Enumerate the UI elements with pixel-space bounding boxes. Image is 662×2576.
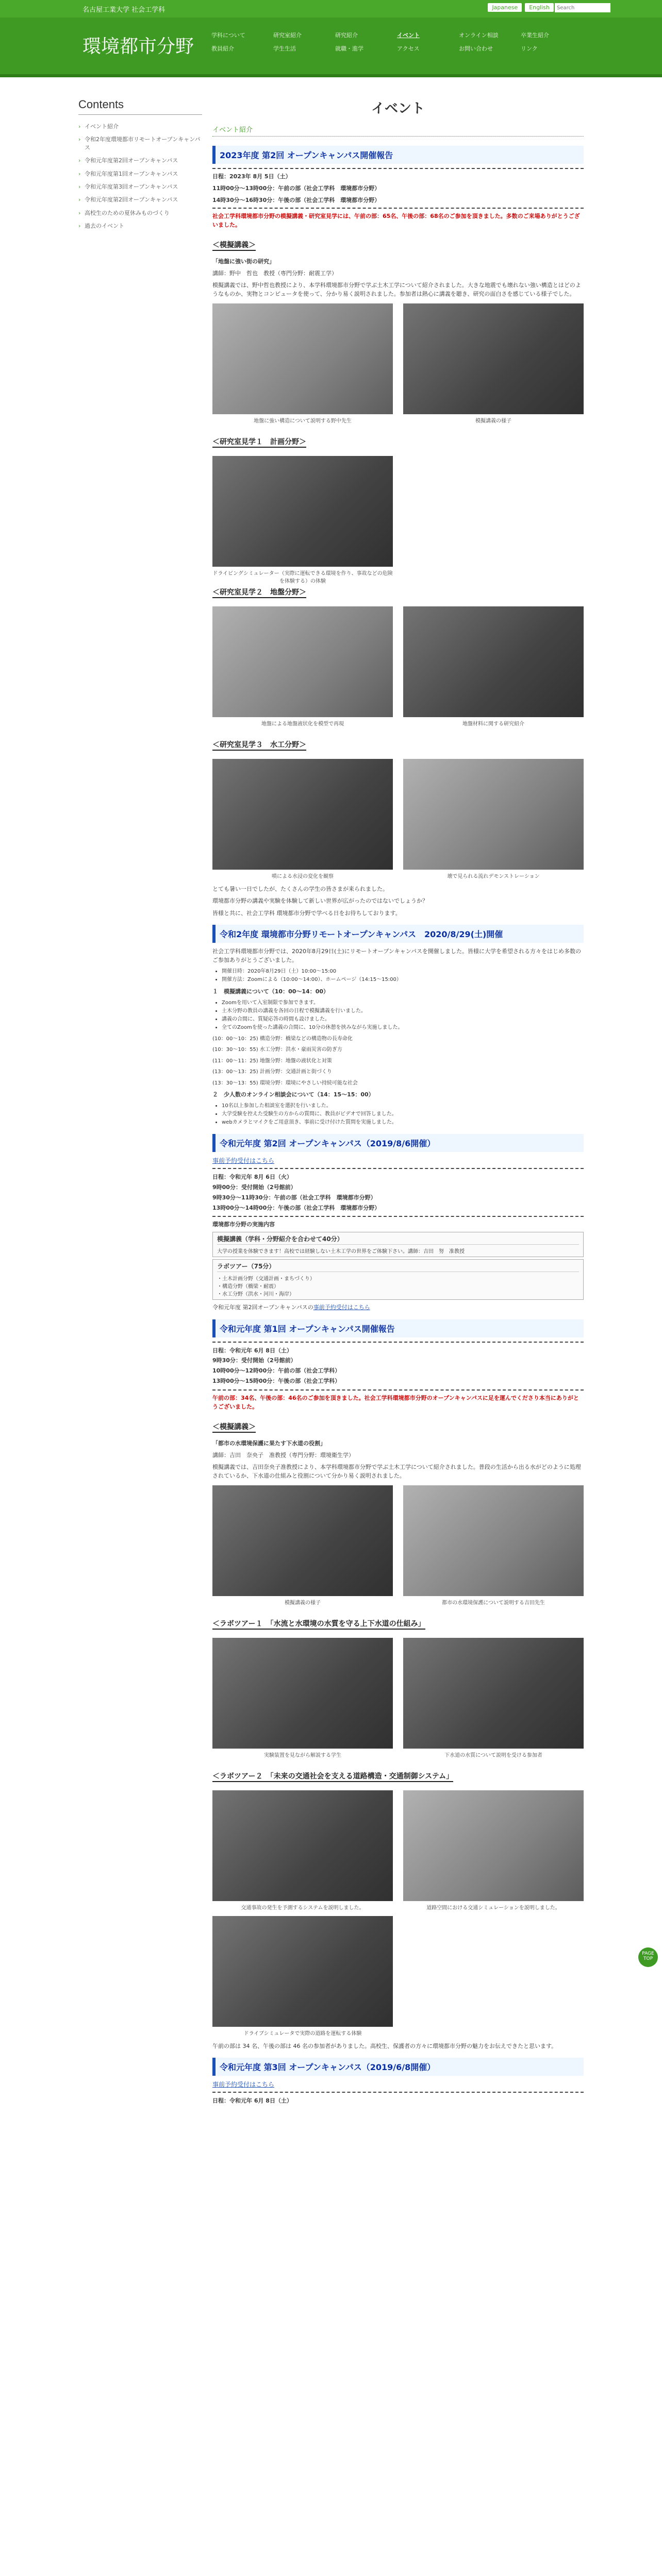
info-item: • Zoomを用いて入室制限で参加できます。 xyxy=(222,999,584,1007)
global-nav xyxy=(211,29,583,56)
sidebar-title: Contents xyxy=(78,98,202,115)
section-heading: ２ 少人数のオンライン相談会について（14：15〜15：00） xyxy=(212,1091,374,1098)
photo-caption: ドライブシミュレータで実際の道路を運転する体験 xyxy=(243,2031,362,2037)
lab-photo xyxy=(212,1638,393,1749)
lab-photo xyxy=(212,1790,393,1901)
photo-caption: 都市の水環境保護について説明する吉田先生 xyxy=(442,1600,545,1606)
program-item: ・土木計画分野（交通計画・まちづくり） xyxy=(217,1276,315,1282)
event-time: 13時00分〜14時00分：午後の部（社会工学科 環境都市分野） xyxy=(212,1204,380,1211)
lecturer: 講師：野中 哲也 教授（専門分野：耐震工学） xyxy=(212,270,337,277)
event-date: 日程：令和元年 6月 8日（土） xyxy=(212,1347,292,1354)
sidebar xyxy=(78,98,202,233)
program-title: 模擬講義（学科・分野紹介を合わせて40分） xyxy=(217,1234,579,1245)
lecture-body: 模擬講義では、野中哲也教授により、本学科環境都市分野で学ぶ土木工学について紹介されました。大きな地震でも壊れない強い構造とはどのようなものか、実物とコンピュータを使って、分かり易く説明されました。参加者は熱心に講義を聴き、研究の面白さを感じている様子でした。 xyxy=(212,282,581,298)
lecturer: 講師：吉田 奈央子 准教授（専門分野：環境衛生学） xyxy=(212,1451,354,1459)
nav-item-event[interactable]: イベント xyxy=(397,32,420,39)
lab-photo xyxy=(212,759,393,870)
event-time: 13時00分〜15時00分：午後の部（社会工学科） xyxy=(212,1377,341,1384)
main-content xyxy=(212,98,584,2106)
section-heading: ＜模擬講義＞ xyxy=(212,1421,256,1433)
program-item: ・水工分野（洪水・河川・海岸） xyxy=(217,1292,294,1298)
photo-row xyxy=(212,1485,584,1606)
schedule-item: (11：00〜11：25) 地盤分野：地盤の液状化と対策 xyxy=(212,1058,332,1064)
divider xyxy=(212,168,584,169)
section-heading: ＜ラボツアー２ 「未来の交通社会を支える道路構造・交通制御システム」 xyxy=(212,1771,453,1782)
photo-row xyxy=(212,759,584,879)
event-time: 9時00分：受付開始（2号館前） xyxy=(212,1184,296,1191)
nav-item[interactable]: 学生生活 xyxy=(273,45,296,52)
photo-caption: 下水道の水質について説明を受ける参加者 xyxy=(444,1753,542,1758)
schedule-item: (13：30〜13：55) 環境分野：環境にやさしい持続可能な社会 xyxy=(212,1080,358,1086)
photo-caption: 模擬講義の様子 xyxy=(285,1600,321,1606)
report-title-r1-2: 令和元年度 第2回 オープンキャンパス（2019/8/6開催） xyxy=(212,1134,584,1152)
photo-caption: 地盤材料に関する研究紹介 xyxy=(462,721,524,727)
schedule-item: (13：00〜13：25) 計画分野：交通計画と街づくり xyxy=(212,1069,332,1075)
nav-item[interactable]: オンライン相談 xyxy=(459,32,499,39)
lab-photo xyxy=(212,456,393,567)
page-title: イベント xyxy=(371,100,425,116)
photo-row xyxy=(212,606,584,727)
sidebar-item[interactable]: › 高校生のための夏休みものづくり xyxy=(78,207,202,219)
info-item: • 10名以上参加した相談室を選択を行いました。 xyxy=(222,1102,584,1110)
photo-row xyxy=(212,456,584,585)
photo-caption: 噴による水浸の変化を観察 xyxy=(272,874,334,880)
divider xyxy=(212,2092,584,2093)
schedule-item: (10：00〜10：25) 構造分野：橋梁などの構造物の長寿命化 xyxy=(212,1036,353,1042)
photo-row xyxy=(212,303,584,424)
report-title-2023: 2023年度 第2回 オープンキャンパス開催報告 xyxy=(212,146,584,164)
lecture-title: 「地盤に強い街の研究」 xyxy=(212,258,275,265)
lab-photo xyxy=(212,1916,393,2027)
photo-caption: 模擬講義の様子 xyxy=(475,418,511,425)
photo-caption: 実験装置を見ながら解説する学生 xyxy=(264,1753,341,1758)
photo-row xyxy=(212,1916,584,2037)
event-time: 9時30分：受付開始（2号館前） xyxy=(212,1357,296,1364)
nav-item[interactable]: 研究室紹介 xyxy=(273,32,302,39)
divider xyxy=(212,1168,584,1169)
schedule-item: (10：30〜10：55) 水工分野：洪水・豪雨災害の防ぎ方 xyxy=(212,1047,342,1053)
sidebar-item[interactable]: › 令和元年度第2回オープンキャンパス xyxy=(78,154,202,167)
info-item: • 大学受験を控えた受験生の方からの質問に、教員がビデオで回答しました。 xyxy=(222,1110,584,1118)
info-item: • 講義の合間に、質疑応答の時間も設けました。 xyxy=(222,1015,584,1024)
section-heading: ＜研究室見学３ 水工分野＞ xyxy=(212,739,306,751)
info-list xyxy=(212,1102,584,1127)
content-heading: 環境都市分野の実施内容 xyxy=(212,1221,275,1228)
program-box xyxy=(212,1232,584,1257)
reservation-link[interactable]: 事前予約受付はこちら xyxy=(313,1304,370,1311)
language-switch xyxy=(488,3,554,12)
nav-item[interactable]: 教員紹介 xyxy=(211,45,234,52)
info-item: • 開催日時：2020年8月29日（土）10:00〜15:00 xyxy=(222,968,584,976)
reservation-link[interactable]: 事前予約受付はこちら xyxy=(212,2081,275,2089)
info-item: • 全てのZoomを使った講義の合間に、10分の休憩を挟みながら実施しました。 xyxy=(222,1024,584,1032)
event-date: 日程：2023年 8月 5日（土） xyxy=(212,173,291,180)
lab-photo xyxy=(403,1638,584,1749)
nav-item[interactable]: 卒業生紹介 xyxy=(521,32,549,39)
outro-text: 皆様と共に、社会工学科 環境都市分野で学べる日をお待ちしております。 xyxy=(212,909,401,917)
info-item: • webカメラとマイクをご用意頂き、事前に受け付けた質問を実施しました。 xyxy=(222,1118,584,1127)
schedule xyxy=(212,1172,584,1213)
section-heading: ＜研究室見学１ 計画分野＞ xyxy=(212,436,306,448)
lecture-photo xyxy=(403,1485,584,1596)
note-text: 令和元年度 第2回オープンキャンパスの xyxy=(212,1304,313,1311)
info-item: • 土木分野の教員の講義を各回の日程で模擬講義を行いました。 xyxy=(222,1007,584,1015)
lecture-photo xyxy=(212,1485,393,1596)
photo-row xyxy=(212,1638,584,1758)
lecture-title: 「都市の水環境保護に果たす下水道の役割」 xyxy=(212,1439,326,1447)
section-heading: １ 模擬講義について（10：00〜14：00） xyxy=(212,988,329,995)
event-time: 9時30分〜11時30分：午前の部（社会工学科 環境都市分野） xyxy=(212,1194,376,1201)
top-bar xyxy=(0,0,662,18)
photo-row xyxy=(212,1790,584,1911)
section-heading: ＜模擬講義＞ xyxy=(212,240,256,251)
photo-caption: 壊で見られる流れデモンストレーション xyxy=(447,874,540,880)
program-body: 大学の授業を体験できます！高校では経験しない土木工学の世界をご体験下さい。講師：吉田 努 准教授 xyxy=(217,1249,465,1255)
attendance-note: 社会工学科環境都市分野の模擬講義・研究室見学には、午前の部：65名、午後の部：68名のご参加を頂きました。多数のご来場ありがとうございました。 xyxy=(212,213,580,229)
report-title-r2: 令和2年度 環境都市分野リモートオープンキャンパス 2020/8/29(土)開催 xyxy=(212,925,584,943)
report-title-r1-3: 令和元年度 第3回 オープンキャンパス（2019/6/8開催） xyxy=(212,2058,584,2076)
nav-item[interactable]: お問い合わせ xyxy=(459,45,493,52)
divider xyxy=(212,1342,584,1343)
reservation-link[interactable]: 事前予約受付はこちら xyxy=(212,1157,275,1165)
header-divider xyxy=(0,74,662,77)
outro-text: とても暑い一日でしたが、たくさんの学生の皆さまが来られました。 xyxy=(212,886,388,893)
sidebar-item[interactable]: › 令和元年度第1回オープンキャンパス xyxy=(78,167,202,180)
sidebar-item[interactable]: › 令和2年度環境都市リモートオープンキャンパス xyxy=(78,133,202,154)
page-top-button[interactable]: PAGE TOP xyxy=(638,1947,658,1967)
university-name[interactable]: 名古屋工業大学 社会工学科 xyxy=(82,6,166,14)
sidebar-item[interactable]: › 令和元年度第3回オープンキャンパス xyxy=(78,180,202,193)
program-item: ・構造分野（橋梁・耐震） xyxy=(217,1284,279,1290)
reservation-note xyxy=(212,1303,584,1312)
sidebar-item[interactable]: › 令和元年度第2回オープンキャンパス xyxy=(78,193,202,206)
lang-ja-button[interactable]: Japanese xyxy=(488,3,522,12)
lecture-photo xyxy=(403,303,584,414)
nav-item[interactable]: リンク xyxy=(521,45,538,52)
program-box xyxy=(212,1259,584,1300)
info-list xyxy=(212,968,584,984)
report-body: 社会工学科環境都市分野では、2020年8月29日(土)にリモートオープンキャンパスを開催しました。皆様に大学を希望される方々をはじめ多数のご参加ありがとうございました。 xyxy=(212,947,582,963)
info-item: • 開催方法：Zoomによる（10:00〜14:00）、ホームページ（14:15〜15:00） xyxy=(222,976,584,984)
photo-caption: 交通事故の発生を予測するシステムを説明しました。 xyxy=(241,1905,365,1911)
nav-item[interactable]: 学科について xyxy=(211,32,245,39)
lab-photo xyxy=(212,606,393,717)
photo-caption: ドライビングシミュレーター（実際に運転できる環境を作り、事故などの危険を体験する）の体験 xyxy=(212,571,393,585)
divider xyxy=(212,208,584,209)
site-header xyxy=(0,18,662,74)
event-date: 日程：令和元年 8月 6日（火） xyxy=(212,1174,292,1181)
photo-caption: 道路空間における交通シミュレーションを説明しました。 xyxy=(426,1905,560,1911)
event-time: 11時00分〜13時00分：午前の部（社会工学科 環境都市分野） xyxy=(212,185,380,192)
photo-caption: 地盤に強い構造について説明する野中先生 xyxy=(254,418,352,425)
event-time: 14時30分〜16時30分：午後の部（社会工学科 環境都市分野） xyxy=(212,197,380,204)
event-date: 日程：令和元年 6月 8日（土） xyxy=(212,2097,292,2105)
sidebar-list xyxy=(78,120,202,233)
outro-text: 午前の部は 34 名、午後の部は 46 名の参加者がありました。高校生、保護者の方々に環境都市分野の魅力をお伝えできたと思います。 xyxy=(212,2043,557,2049)
outro-text: 環境都市分野の講義や実験を体験して新しい世界が広がったのではないでしょうか？ xyxy=(212,897,428,905)
lecture-photo xyxy=(212,303,393,414)
sidebar-item[interactable]: › イベント紹介 xyxy=(78,120,202,133)
event-time: 10時00分〜12時00分：午前の部（社会工学科） xyxy=(212,1367,341,1375)
divider xyxy=(212,1389,584,1391)
info-list xyxy=(212,999,584,1032)
schedule xyxy=(212,1346,584,1386)
lang-en-button[interactable]: English xyxy=(525,3,554,12)
lab-photo xyxy=(403,606,584,717)
lab-photo xyxy=(403,759,584,870)
nav-item[interactable]: 研究紹介 xyxy=(335,32,358,39)
divider xyxy=(212,1216,584,1217)
photo-caption: 地盤による地盤液状化を模型で再現 xyxy=(261,721,344,727)
program-title: ラボツアー（75分） xyxy=(217,1262,579,1272)
site-title[interactable]: 環境都市分野 xyxy=(82,36,194,57)
section-label: イベント紹介 xyxy=(212,124,584,137)
attendance-note: 午前の部：34名、午後の部：46名のご参加を頂きました。社会工学科環境都市分野のオープンキャンパスに足を運んでくださり本当にありがとうございました。 xyxy=(212,1394,579,1410)
section-heading: ＜研究室見学２ 地盤分野＞ xyxy=(212,587,306,598)
lab-photo xyxy=(403,1790,584,1901)
section-heading: ＜ラボツアー１ 「水流と水環境の水質を守る上下水道の仕組み」 xyxy=(212,1618,425,1630)
nav-item[interactable]: 就職・進学 xyxy=(335,45,363,52)
nav-item[interactable]: アクセス xyxy=(397,45,420,52)
search-input[interactable] xyxy=(555,3,610,12)
report-title-r1-1: 令和元年度 第1回 オープンキャンパス開催報告 xyxy=(212,1319,584,1337)
lecture-body: 模擬講義では、吉田奈央子准教授により、本学科環境都市分野で学ぶ土木工学について紹介されました。普段の生活から出る水がどのように処理されているか、下水道の仕組みと役割について分かり易く説明されました。 xyxy=(212,1463,581,1479)
sidebar-item[interactable]: › 過去のイベント xyxy=(78,219,202,232)
